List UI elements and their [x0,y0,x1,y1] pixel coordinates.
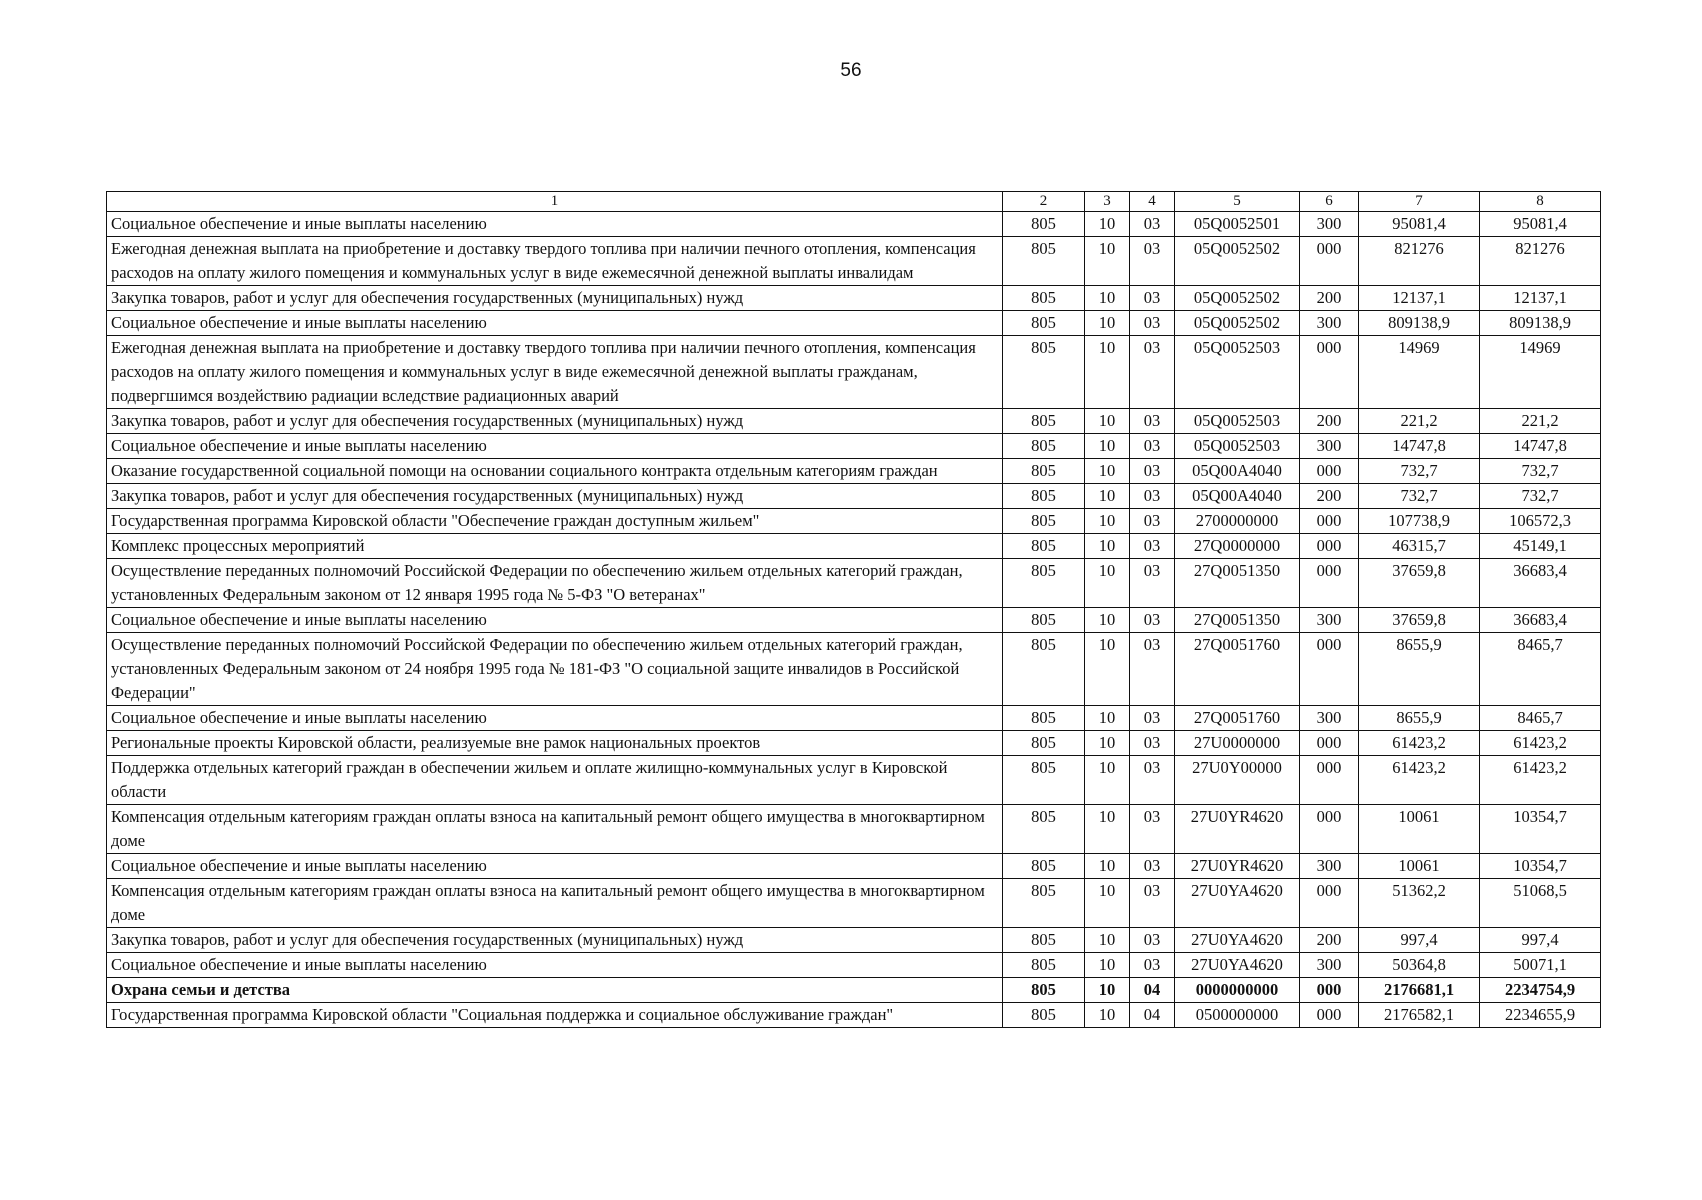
amount-year-2: 221,2 [1480,409,1601,434]
expense-type-code: 000 [1300,1003,1359,1028]
target-article-code: 27Q0051350 [1175,608,1300,633]
row-name: Ежегодная денежная выплата на приобретение и доставку твердого топлива при наличии печного отопления, компенсация расходов на оплату жилого помещения и коммунальных услуг в виде ежемесячной денежной выплаты инвалидам [107,237,1003,286]
column-number: 2 [1003,192,1085,212]
expense-type-code: 300 [1300,706,1359,731]
amount-year-2: 821276 [1480,237,1601,286]
table-row [107,409,1601,434]
amount-year-1: 732,7 [1359,484,1480,509]
table-row [107,559,1601,608]
subsection-code: 03 [1130,409,1175,434]
expense-type-code: 300 [1300,311,1359,336]
expense-type-code: 000 [1300,559,1359,608]
row-name: Компенсация отдельным категориям граждан оплаты взноса на капитальный ремонт общего имущества в многоквартирном доме [107,879,1003,928]
amount-year-1: 95081,4 [1359,212,1480,237]
section-code: 10 [1085,286,1130,311]
amount-year-2: 51068,5 [1480,879,1601,928]
section-code: 10 [1085,484,1130,509]
amount-year-1: 12137,1 [1359,286,1480,311]
ministry-code: 805 [1003,559,1085,608]
subsection-code: 03 [1130,928,1175,953]
ministry-code: 805 [1003,484,1085,509]
table-row [107,286,1601,311]
amount-year-1: 10061 [1359,854,1480,879]
subsection-code: 03 [1130,286,1175,311]
ministry-code: 805 [1003,237,1085,286]
table-row [107,756,1601,805]
page-number: 56 [840,60,862,81]
table-row [107,731,1601,756]
subsection-code: 03 [1130,336,1175,409]
table-row [107,879,1601,928]
expense-type-code: 200 [1300,286,1359,311]
amount-year-1: 221,2 [1359,409,1480,434]
target-article-code: 05Q0052502 [1175,286,1300,311]
subsection-code: 04 [1130,1003,1175,1028]
amount-year-1: 37659,8 [1359,559,1480,608]
amount-year-2: 61423,2 [1480,731,1601,756]
section-code: 10 [1085,608,1130,633]
amount-year-2: 8465,7 [1480,633,1601,706]
target-article-code: 05Q0052502 [1175,311,1300,336]
amount-year-2: 14747,8 [1480,434,1601,459]
expense-type-code: 000 [1300,805,1359,854]
expense-type-code: 000 [1300,879,1359,928]
subsection-code: 03 [1130,212,1175,237]
target-article-code: 05Q0052503 [1175,434,1300,459]
section-code: 10 [1085,559,1130,608]
amount-year-2: 997,4 [1480,928,1601,953]
expense-type-code: 000 [1300,509,1359,534]
target-article-code: 27Q0000000 [1175,534,1300,559]
amount-year-1: 10061 [1359,805,1480,854]
row-name: Социальное обеспечение и иные выплаты населению [107,608,1003,633]
expense-type-code: 200 [1300,409,1359,434]
amount-year-2: 2234754,9 [1480,978,1601,1003]
target-article-code: 05Q0052502 [1175,237,1300,286]
table-row [107,928,1601,953]
amount-year-2: 732,7 [1480,459,1601,484]
section-code: 10 [1085,706,1130,731]
amount-year-2: 106572,3 [1480,509,1601,534]
amount-year-1: 61423,2 [1359,756,1480,805]
table-body [107,212,1601,1028]
ministry-code: 805 [1003,459,1085,484]
amount-year-1: 61423,2 [1359,731,1480,756]
table-row [107,534,1601,559]
amount-year-1: 50364,8 [1359,953,1480,978]
target-article-code: 27U0YA4620 [1175,953,1300,978]
ministry-code: 805 [1003,286,1085,311]
table-row [107,212,1601,237]
target-article-code: 0500000000 [1175,1003,1300,1028]
column-number: 3 [1085,192,1130,212]
ministry-code: 805 [1003,731,1085,756]
subsection-code: 03 [1130,237,1175,286]
target-article-code: 05Q00A4040 [1175,459,1300,484]
row-name: Осуществление переданных полномочий Российской Федерации по обеспечению жильем отдельных категорий граждан, установленных Федеральным законом от 24 ноября 1995 года № 181-ФЗ "О социальной защите инвалидов в Российской Федерации" [107,633,1003,706]
subsection-code: 03 [1130,706,1175,731]
subsection-code: 03 [1130,731,1175,756]
section-code: 10 [1085,953,1130,978]
subsection-code: 03 [1130,854,1175,879]
subsection-code: 04 [1130,978,1175,1003]
target-article-code: 05Q0052503 [1175,409,1300,434]
target-article-code: 05Q00A4040 [1175,484,1300,509]
expense-type-code: 000 [1300,459,1359,484]
ministry-code: 805 [1003,534,1085,559]
amount-year-2: 10354,7 [1480,854,1601,879]
row-name: Государственная программа Кировской области "Социальная поддержка и социальное обслуживание граждан" [107,1003,1003,1028]
ministry-code: 805 [1003,706,1085,731]
table-row [107,854,1601,879]
row-name: Поддержка отдельных категорий граждан в обеспечении жильем и оплате жилищно-коммунальных услуг в Кировской области [107,756,1003,805]
target-article-code: 27Q0051760 [1175,706,1300,731]
expense-type-code: 000 [1300,731,1359,756]
table-row [107,237,1601,286]
table-row [107,978,1601,1003]
table-row [107,336,1601,409]
subsection-code: 03 [1130,311,1175,336]
section-code: 10 [1085,534,1130,559]
section-code: 10 [1085,633,1130,706]
amount-year-1: 809138,9 [1359,311,1480,336]
expense-type-code: 300 [1300,212,1359,237]
amount-year-1: 14747,8 [1359,434,1480,459]
amount-year-2: 732,7 [1480,484,1601,509]
target-article-code: 27U0Y00000 [1175,756,1300,805]
amount-year-2: 45149,1 [1480,534,1601,559]
expense-type-code: 000 [1300,978,1359,1003]
ministry-code: 805 [1003,212,1085,237]
row-name: Социальное обеспечение и иные выплаты населению [107,434,1003,459]
ministry-code: 805 [1003,879,1085,928]
section-code: 10 [1085,805,1130,854]
subsection-code: 03 [1130,434,1175,459]
subsection-code: 03 [1130,534,1175,559]
row-name: Социальное обеспечение и иные выплаты населению [107,311,1003,336]
budget-table [106,191,1601,1028]
column-number: 8 [1480,192,1601,212]
amount-year-1: 51362,2 [1359,879,1480,928]
table-row [107,311,1601,336]
amount-year-1: 8655,9 [1359,706,1480,731]
subsection-code: 03 [1130,805,1175,854]
section-code: 10 [1085,978,1130,1003]
table-row [107,805,1601,854]
amount-year-2: 8465,7 [1480,706,1601,731]
column-number-row [107,192,1601,212]
amount-year-1: 997,4 [1359,928,1480,953]
target-article-code: 27U0YR4620 [1175,854,1300,879]
section-code: 10 [1085,854,1130,879]
amount-year-2: 14969 [1480,336,1601,409]
subsection-code: 03 [1130,509,1175,534]
expense-type-code: 300 [1300,434,1359,459]
section-code: 10 [1085,434,1130,459]
row-name: Комплекс процессных мероприятий [107,534,1003,559]
amount-year-2: 809138,9 [1480,311,1601,336]
subsection-code: 03 [1130,608,1175,633]
ministry-code: 805 [1003,608,1085,633]
target-article-code: 27U0YA4620 [1175,928,1300,953]
target-article-code: 27U0000000 [1175,731,1300,756]
table-row [107,953,1601,978]
amount-year-1: 2176681,1 [1359,978,1480,1003]
table-row [107,633,1601,706]
ministry-code: 805 [1003,756,1085,805]
expense-type-code: 000 [1300,633,1359,706]
expense-type-code: 300 [1300,608,1359,633]
section-code: 10 [1085,336,1130,409]
subsection-code: 03 [1130,559,1175,608]
subsection-code: 03 [1130,879,1175,928]
section-code: 10 [1085,212,1130,237]
section-code: 10 [1085,1003,1130,1028]
expense-type-code: 000 [1300,237,1359,286]
target-article-code: 0000000000 [1175,978,1300,1003]
amount-year-2: 10354,7 [1480,805,1601,854]
table-row [107,434,1601,459]
row-name: Закупка товаров, работ и услуг для обеспечения государственных (муниципальных) нужд [107,928,1003,953]
amount-year-1: 8655,9 [1359,633,1480,706]
section-code: 10 [1085,928,1130,953]
ministry-code: 805 [1003,509,1085,534]
amount-year-1: 37659,8 [1359,608,1480,633]
subsection-code: 03 [1130,484,1175,509]
section-code: 10 [1085,509,1130,534]
row-name: Социальное обеспечение и иные выплаты населению [107,212,1003,237]
ministry-code: 805 [1003,434,1085,459]
ministry-code: 805 [1003,1003,1085,1028]
table-row [107,509,1601,534]
section-code: 10 [1085,311,1130,336]
amount-year-2: 12137,1 [1480,286,1601,311]
row-name: Социальное обеспечение и иные выплаты населению [107,706,1003,731]
amount-year-2: 50071,1 [1480,953,1601,978]
target-article-code: 05Q0052503 [1175,336,1300,409]
amount-year-2: 95081,4 [1480,212,1601,237]
ministry-code: 805 [1003,409,1085,434]
ministry-code: 805 [1003,633,1085,706]
column-number: 6 [1300,192,1359,212]
section-code: 10 [1085,409,1130,434]
table-row [107,459,1601,484]
target-article-code: 27U0YR4620 [1175,805,1300,854]
amount-year-1: 107738,9 [1359,509,1480,534]
expense-type-code: 200 [1300,484,1359,509]
amount-year-1: 14969 [1359,336,1480,409]
row-name: Оказание государственной социальной помощи на основании социального контракта отдельным категориям граждан [107,459,1003,484]
subsection-code: 03 [1130,459,1175,484]
target-article-code: 27Q0051350 [1175,559,1300,608]
ministry-code: 805 [1003,953,1085,978]
row-name: Ежегодная денежная выплата на приобретение и доставку твердого топлива при наличии печного отопления, компенсация расходов на оплату жилого помещения и коммунальных услуг в виде ежемесячной денежной выплаты гражданам, подвергшимся воздействию радиации вследствие радиационных аварий [107,336,1003,409]
expense-type-code: 200 [1300,928,1359,953]
column-number: 5 [1175,192,1300,212]
target-article-code: 27U0YA4620 [1175,879,1300,928]
ministry-code: 805 [1003,805,1085,854]
table-row [107,706,1601,731]
row-name: Закупка товаров, работ и услуг для обеспечения государственных (муниципальных) нужд [107,409,1003,434]
amount-year-2: 36683,4 [1480,559,1601,608]
expense-type-code: 000 [1300,336,1359,409]
subsection-code: 03 [1130,756,1175,805]
amount-year-2: 2234655,9 [1480,1003,1601,1028]
section-code: 10 [1085,459,1130,484]
column-number: 4 [1130,192,1175,212]
table-row [107,1003,1601,1028]
column-number: 7 [1359,192,1480,212]
section-code: 10 [1085,731,1130,756]
table-row [107,484,1601,509]
ministry-code: 805 [1003,311,1085,336]
row-name: Социальное обеспечение и иные выплаты населению [107,854,1003,879]
subsection-code: 03 [1130,633,1175,706]
table-row [107,608,1601,633]
amount-year-1: 732,7 [1359,459,1480,484]
expense-type-code: 300 [1300,953,1359,978]
ministry-code: 805 [1003,928,1085,953]
amount-year-2: 61423,2 [1480,756,1601,805]
amount-year-1: 46315,7 [1359,534,1480,559]
ministry-code: 805 [1003,854,1085,879]
row-name: Государственная программа Кировской области "Обеспечение граждан доступным жильем" [107,509,1003,534]
subsection-code: 03 [1130,953,1175,978]
column-number: 1 [107,192,1003,212]
amount-year-1: 821276 [1359,237,1480,286]
row-name: Закупка товаров, работ и услуг для обеспечения государственных (муниципальных) нужд [107,484,1003,509]
row-name: Региональные проекты Кировской области, реализуемые вне рамок национальных проектов [107,731,1003,756]
row-name: Осуществление переданных полномочий Российской Федерации по обеспечению жильем отдельных категорий граждан, установленных Федеральным законом от 12 января 1995 года № 5-ФЗ "О ветеранах" [107,559,1003,608]
expense-type-code: 000 [1300,756,1359,805]
section-code: 10 [1085,756,1130,805]
row-name: Закупка товаров, работ и услуг для обеспечения государственных (муниципальных) нужд [107,286,1003,311]
amount-year-2: 36683,4 [1480,608,1601,633]
target-article-code: 27Q0051760 [1175,633,1300,706]
section-code: 10 [1085,879,1130,928]
amount-year-1: 2176582,1 [1359,1003,1480,1028]
target-article-code: 2700000000 [1175,509,1300,534]
ministry-code: 805 [1003,978,1085,1003]
expense-type-code: 000 [1300,534,1359,559]
section-code: 10 [1085,237,1130,286]
expense-type-code: 300 [1300,854,1359,879]
row-name: Компенсация отдельным категориям граждан оплаты взноса на капитальный ремонт общего имущества в многоквартирном доме [107,805,1003,854]
target-article-code: 05Q0052501 [1175,212,1300,237]
row-name: Охрана семьи и детства [107,978,1003,1003]
ministry-code: 805 [1003,336,1085,409]
row-name: Социальное обеспечение и иные выплаты населению [107,953,1003,978]
